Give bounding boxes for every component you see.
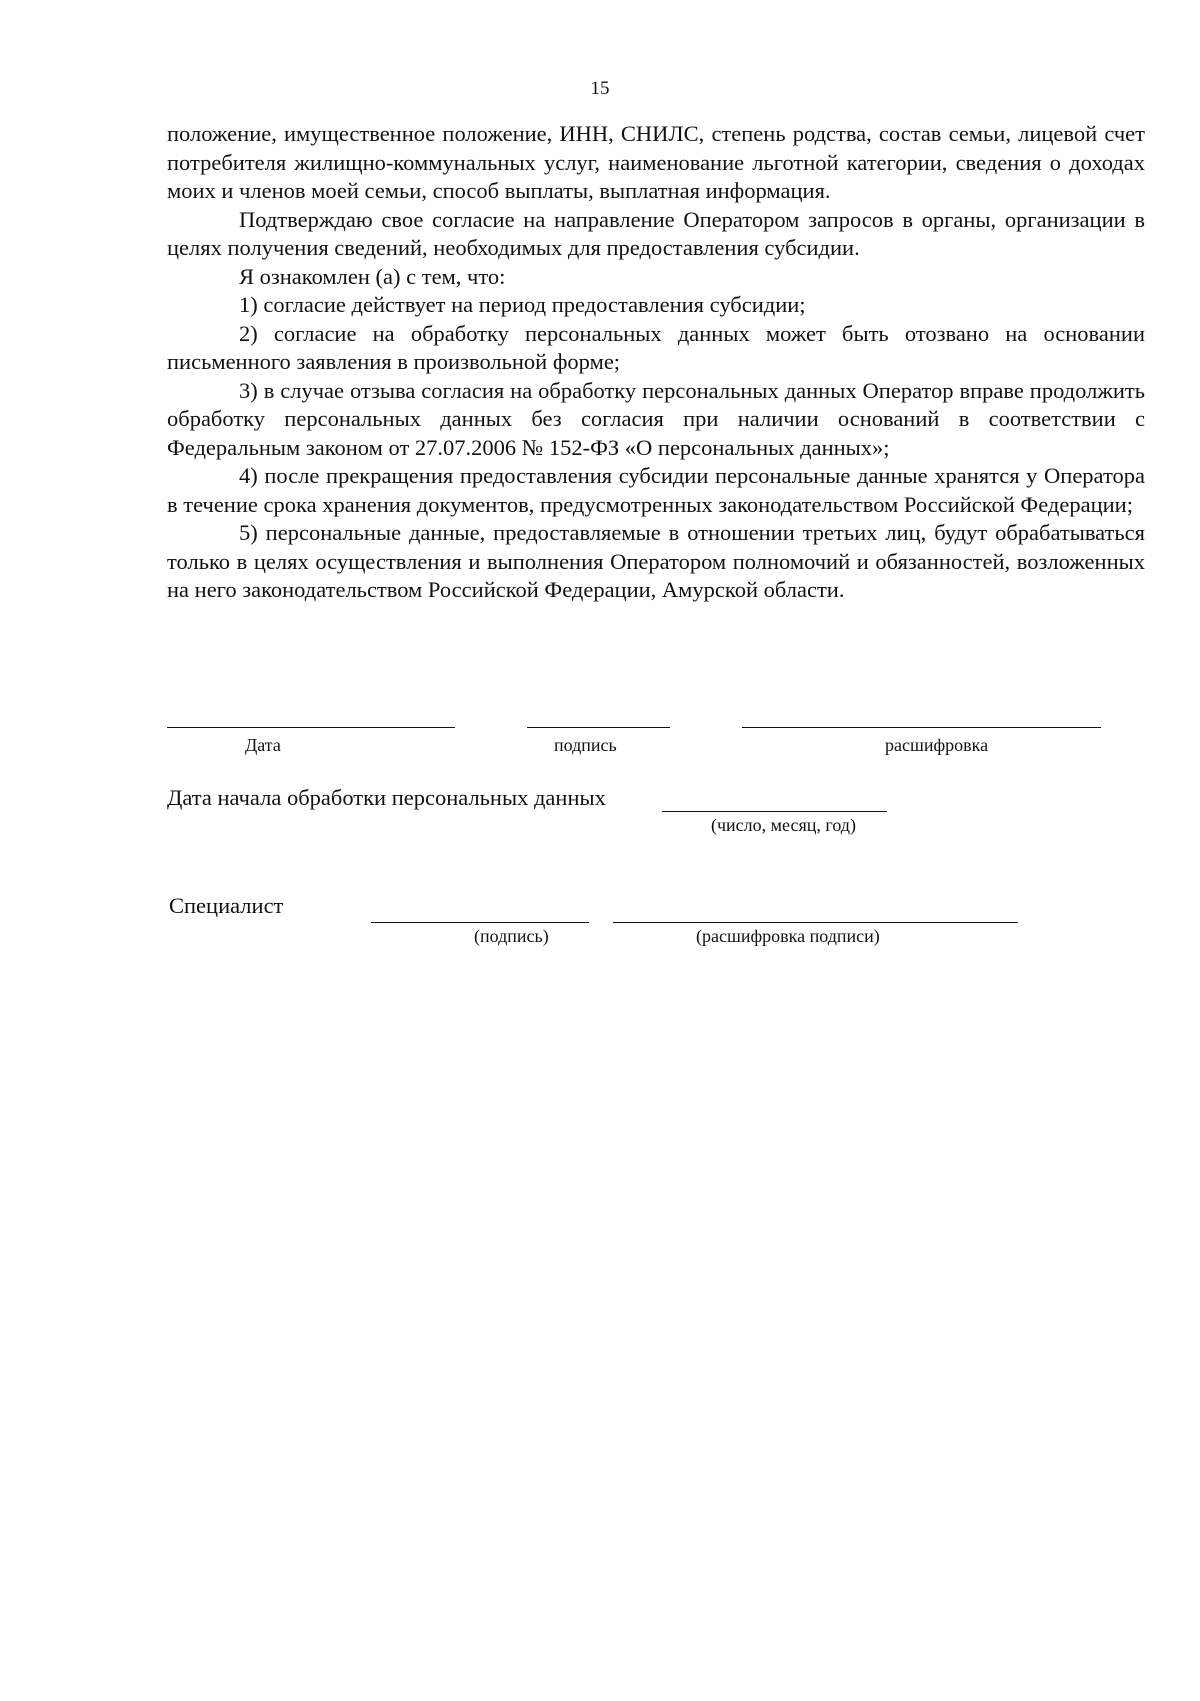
list-item-4: 4) после прекращения предоставления субсидии персональные данные хранятся у Оператора в течение срока хранения документов, предусмотренных законодательством Российской Федерации; xyxy=(167,463,1145,517)
paragraph-consent-requests: Подтверждаю свое согласие на направление Оператором запросов в органы, организации в целях получения сведений, необходимых для предоставления субсидии. xyxy=(167,206,1145,260)
transcript-line[interactable] xyxy=(742,727,1101,728)
date-caption: Дата xyxy=(245,735,281,755)
list-item-1: 1) согласие действует на период предоставления субсидии; xyxy=(239,292,806,317)
consent-body xyxy=(167,120,1145,605)
specialist-signature-caption: (подпись) xyxy=(474,926,549,946)
specialist-transcript-caption: (расшифровка подписи) xyxy=(696,926,880,946)
list-item-2: 2) согласие на обработку персональных данных может быть отозвано на основании письменного заявления в произвольной форме; xyxy=(167,320,1145,374)
paragraph-personal-data-list: положение, имущественное положение, ИНН, СНИЛС, степень родства, состав семьи, лицевой счет потребителя жилищно-коммунальных услуг, наименование льготной категории, сведения о доходах моих и членов моей семьи, способ выплаты, выплатная информация. xyxy=(167,121,1145,203)
signature-caption: подпись xyxy=(554,735,617,755)
processing-start-date-line[interactable] xyxy=(662,811,887,812)
list-item-5: 5) персональные данные, предоставляемые в отношении третьих лиц, будут обрабатываться только в целях осуществления и выполнения Оператором полномочий и обязанностей, возложенных на него законодательством Российской Федерации, Амурской области. xyxy=(167,520,1145,602)
specialist-transcript-line[interactable] xyxy=(613,922,1018,923)
paragraph-acknowledgement: Я ознакомлен (а) с тем, что: xyxy=(239,263,506,289)
transcript-caption: расшифровка xyxy=(885,735,989,755)
signature-line[interactable] xyxy=(527,727,670,728)
list-item-3: 3) в случае отзыва согласия на обработку персональных данных Оператор вправе продолжить обработку персональных данных без согласия при наличии оснований в соответствии с Федеральным законом от 27.07.2006 № 152-ФЗ «О персональных данных»; xyxy=(167,377,1145,460)
processing-start-caption: (число, месяц, год) xyxy=(711,815,856,835)
page-number: 15 xyxy=(590,78,610,99)
specialist-signature-line[interactable] xyxy=(371,922,589,923)
specialist-label: Специалист xyxy=(169,893,284,918)
date-signature-line[interactable] xyxy=(167,727,455,728)
processing-start-label: Дата начала обработки персональных данных xyxy=(167,785,606,810)
